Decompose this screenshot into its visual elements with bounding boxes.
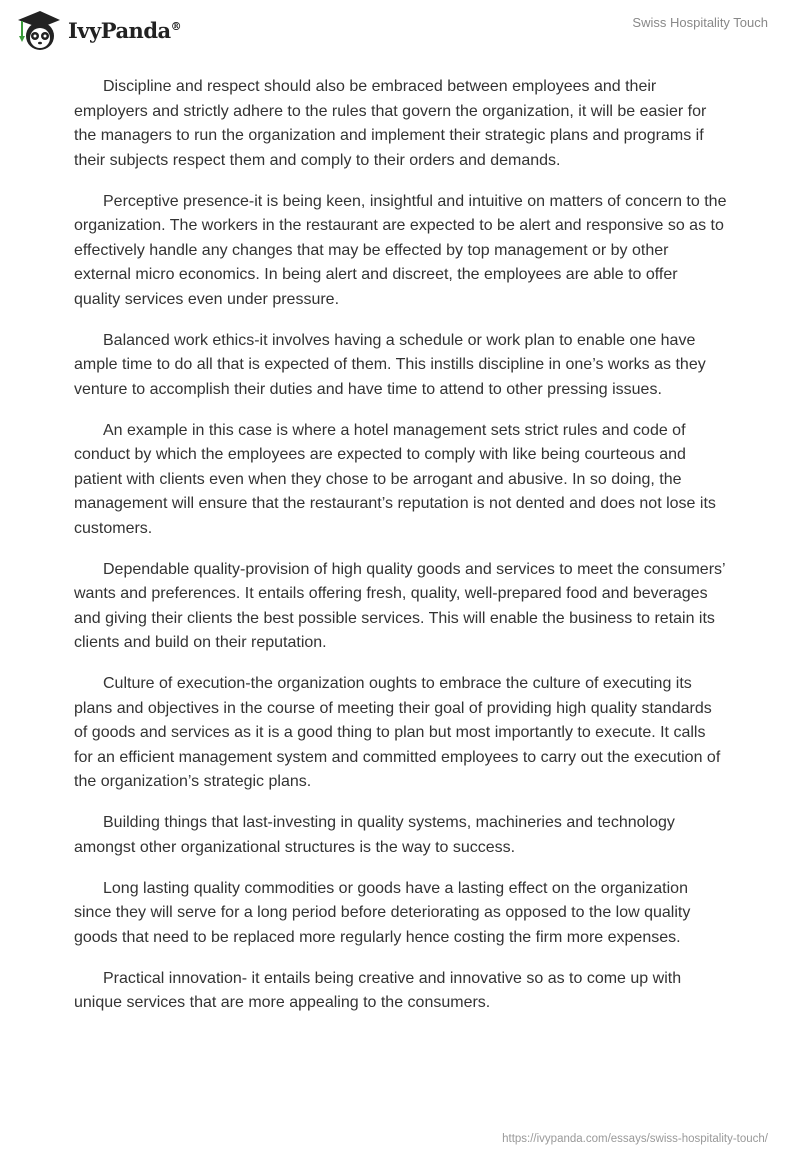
paragraph: Dependable quality-provision of high quality goods and services to meet the consumers’ wants and preferences. It entails offering fresh, quality, well-prepared food and beverages and giving their clients the best possible services. This will enable the business to retain its clients and build on their reputation. [74, 560, 725, 651]
source-url-link[interactable]: https://ivypanda.com/essays/swiss-hospitality-touch/ [502, 1133, 768, 1145]
paragraph: An example in this case is where a hotel management sets strict rules and code of conduct by which the employees are expected to comply with like being courteous and patient with clients even when they chose to be arrogant and abusive. In so doing, the management will ensure that the restaurant’s reputation is not dented and does not lose its customers. [74, 421, 716, 537]
paragraph: Culture of execution-the organization oughts to embrace the culture of executing its plans and objectives in the course of meeting their goal of providing high quality standards of goods and services as it is a good thing to plan but most importantly to execute. It calls for an efficient management system and committed employees to carry out the execution of the organization’s strategic plans. [74, 675, 721, 790]
logo-text: IvyPanda® [68, 17, 182, 43]
paragraph: Balanced work ethics-it involves having a schedule or work plan to enable one have ample time to do all that is expected of them. This instills discipline in one’s works as they venture to accomplish their duties and have time to attend to other pressing issues. [74, 331, 706, 398]
paragraph: Practical innovation- it entails being creative and innovative so as to come up with unique services that are more appealing to the consumers. [74, 969, 682, 1011]
panda-graduate-icon [14, 8, 62, 52]
paragraph: Discipline and respect should also be embraced between employees and their employers and strictly adhere to the rules that govern the organization, it will be easier for the managers to run the organization and implement their strategic plans and programs if their subjects respect them and comply to their orders and demands. [74, 78, 707, 169]
essay-body [74, 75, 728, 1032]
page-header [0, 0, 800, 60]
paragraph: Long lasting quality commodities or goods have a lasting effect on the organization since they will serve for a long period before deteriorating as opposed to the low quality goods that need to be replaced more regularly hence costing the firm more expenses. [74, 879, 691, 946]
paragraph: Building things that last-investing in quality systems, machineries and technology amongst other organizational structures is the way to success. [74, 814, 675, 856]
paragraph: Perceptive presence-it is being keen, insightful and intuitive on matters of concern to the organization. The workers in the restaurant are expected to be alert and responsive so as to effectively handle any changes that may be effected by top management or by other external micro economics. In being alert and discreet, the employees are able to offer quality services even under pressure. [74, 192, 727, 308]
ivypanda-logo[interactable] [14, 8, 181, 52]
document-title: Swiss Hospitality Touch [632, 15, 768, 30]
